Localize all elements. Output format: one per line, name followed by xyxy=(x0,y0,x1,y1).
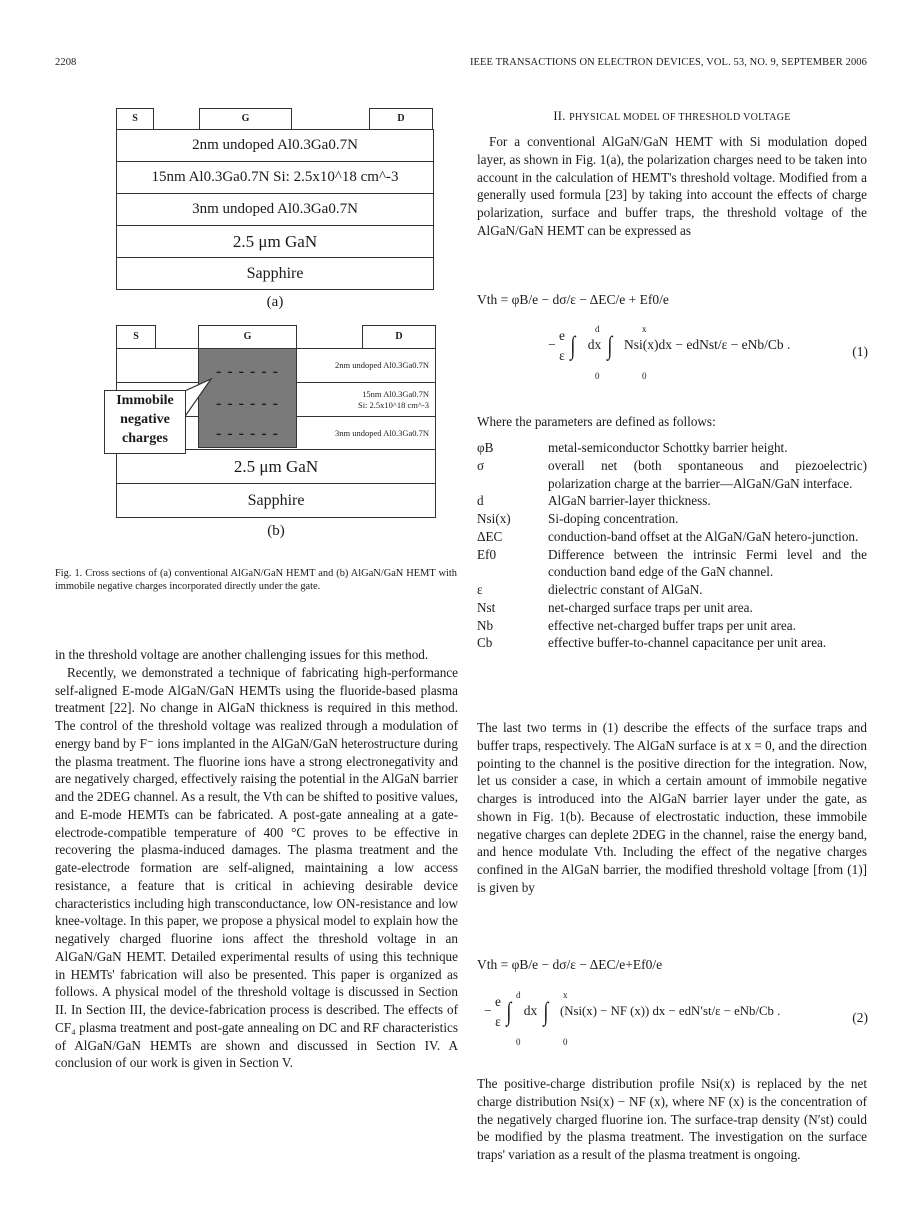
denominator: ε xyxy=(495,1014,501,1029)
upper-limit: x xyxy=(563,990,568,1000)
description: conduction-band offset at the AlGaN/GaN hetero-junction. xyxy=(548,528,859,544)
layer-spacer: 3nm undoped Al0.3Ga0.7N xyxy=(116,416,436,450)
lower-limit: 0 xyxy=(642,371,647,381)
figure-caption: Fig. 1. Cross sections of (a) conventional AlGaN/GaN HEMT and (b) AlGaN/GaN HEMT with immobile negative charges incorporated directly under the gate. xyxy=(55,568,457,593)
paragraph: The last two terms in (1) describe the effects of the surface traps and buffer traps, respectively. The AlGaN surface is at x = 0, and the direction pointing to the channel is the positive direction for the integration. Now, let us consider a case, in which a certain amount of immobile negative charges is introduced into the AlGaN barrier layer under the gate, as shown in Fig. 1(b). Because of electrostatic induction, these immobile negative charges can deplete 2DEG in the channel, raise the energy band, and hence modulate Vth. Including the effect of the negative charges confined in the AlGaN barrier, the modified threshold voltage [from (1)] is given by xyxy=(477,720,867,895)
numerator: e xyxy=(559,328,565,343)
denominator: ε xyxy=(559,348,565,363)
equation-2-line1: Vth = φB/e − dσ/ε − ΔEC/e+Ef0/e xyxy=(477,957,663,972)
description: Difference between the intrinsic Fermi level and the conduction band edge of the GaN channel. xyxy=(548,546,867,580)
integral-sign: ∫ xyxy=(570,331,576,360)
layer-doped: 15nm Al0.3Ga0.7N Si: 2.5x10^18 cm^-3 xyxy=(116,161,434,194)
definition-item xyxy=(477,457,867,493)
symbol: ε xyxy=(477,582,483,597)
lower-limit: 0 xyxy=(516,1037,521,1047)
paragraph: For a conventional AlGaN/GaN HEMT with Si modulation doped layer, as shown in Fig. 1(a), the polarization charges need to be taken into account in the calculation of HEMT's threshold voltage. Modified from a generally used formula [23] by taking into account the effects of charge polarization, surface and buffer traps, the threshold voltage of the AlGaN/GaN HEMT can be expressed as xyxy=(477,134,867,238)
layer-gan: 2.5 μm GaN xyxy=(116,449,436,484)
equation-1-line1: Vth = φB/e − dσ/ε − ΔEC/e + Ef0/e xyxy=(477,292,669,307)
symbol: σ xyxy=(477,457,485,473)
drain-electrode: D xyxy=(369,108,433,130)
definition-item xyxy=(477,546,867,582)
figure-1b xyxy=(116,325,436,555)
upper-limit: x xyxy=(642,324,647,334)
integral-sign: ∫ xyxy=(506,997,512,1026)
integral-sign: ∫ xyxy=(543,997,549,1026)
eq-minus: − xyxy=(548,337,556,353)
symbol: Ef0 xyxy=(477,546,497,562)
layer-sapphire: Sapphire xyxy=(116,483,436,518)
definition-item xyxy=(477,510,867,528)
left-column xyxy=(55,646,458,1072)
callout-line: Immobile xyxy=(116,393,174,408)
description: effective buffer-to-channel capacitance per unit area. xyxy=(548,635,827,651)
description: overall net (both spontaneous and piezoelectric) polarization charge at the barrier—AlGaN/GaN interface. xyxy=(548,457,867,491)
definitions-intro: Where the parameters are defined as follows: xyxy=(477,414,716,429)
layer-cap: 2nm undoped Al0.3Ga0.7N xyxy=(116,348,436,383)
symbol: Nst xyxy=(477,599,496,615)
description: Si-doping concentration. xyxy=(548,511,679,526)
definition-item xyxy=(477,528,867,546)
gate-electrode: G xyxy=(198,325,297,349)
section-title: PHYSICAL MODEL OF THRESHOLD VOLTAGE xyxy=(569,112,791,123)
eq-dx: dx xyxy=(523,1003,538,1019)
layer-doped-concentration: Si: 2.5x10^18 cm^-3 xyxy=(357,400,429,410)
symbol: ΔEC xyxy=(477,528,503,544)
source-electrode: S xyxy=(116,325,156,349)
equation-number: (1) xyxy=(852,344,868,359)
callout-line: charges xyxy=(122,431,168,446)
layer-cap: 2nm undoped Al0.3Ga0.7N xyxy=(116,129,434,162)
description: metal-semiconductor Schottky barrier height. xyxy=(548,440,788,455)
description: net-charged surface traps per unit area. xyxy=(548,599,753,615)
layer-doped-label: 15nm Al0.3Ga0.7N xyxy=(362,389,429,399)
equation-1-line2 xyxy=(548,326,868,382)
page-number: 2208 xyxy=(55,57,77,68)
definition-item xyxy=(477,599,867,617)
description: dielectric constant of AlGaN. xyxy=(548,582,703,597)
fraction xyxy=(495,992,501,1032)
eq-body: Nsi(x)dx − edNst/ε − eNb/Cb . xyxy=(624,337,791,353)
numerator: e xyxy=(495,994,501,1009)
paragraph: The positive-charge distribution profile Nsi(x) is replaced by the net charge distribution Nsi(x) − NF (x), where NF (x) is the concentration of the negatively charged fluorine ion. The surface-trap density (N′st) could be modified by the plasma treatment. The investigation on the surface traps' variation as a result of the plasma treatment is ongoing. xyxy=(477,1076,867,1162)
charges-row: - - - - - - xyxy=(216,425,279,442)
callout-line: negative xyxy=(120,412,170,427)
figure-1a-label: (a) xyxy=(266,294,284,310)
layer-spacer: 3nm undoped Al0.3Ga0.7N xyxy=(116,193,434,226)
paragraph: in the threshold voltage are another challenging issues for this method. xyxy=(55,647,429,662)
definition-item xyxy=(477,617,867,635)
eq-dx: dx xyxy=(587,337,602,353)
running-header: IEEE TRANSACTIONS ON ELECTRON DEVICES, VOL. 53, NO. 9, SEPTEMBER 2006 xyxy=(469,57,867,68)
source-electrode: S xyxy=(116,108,154,130)
paragraph: Recently, we demonstrated a technique of fabricating high-performance self-aligned E-mode AlGaN/GaN HEMTs using the fluoride-based plasma treatment [22]. No change in AlGaN thickness is required in this method. The control of the threshold voltage was realized through a modulation of energy band by F⁻ ions implanted in the AlGaN/GaN heterostructure during the plasma treatment. The fluorine ions have a strong electronegativity and are negatively charged, effectively raising the potential in the AlGaN barrier and the 2DEG channel. As a result, the Vth can be shifted to positive values, and E-mode HEMTs can be fabricated. A post-gate annealing at a gate-electrode-compatible temperature of 400 °C proves to be effective in recovering the plasma-induced damages. The plasma treatment and the gate-electrode formation are self-aligned, maintaining a low access resistance, a feature that is critical in achieving desirable device characteristics including high transconductance, low ON-resistance and low knee-voltage. In this paper, we propose a physical model to explain how the negatively charged fluorine ions affect the threshold voltage in an AlGaN/GaN HEMT. Detailed experimental results of using this technique in HEMTs' fabrication will also be presented. This paper is organized as follows. A physical model of the threshold voltage is discussed in Section II. In Section III, the device-fabrication process is described. The effects of CF₄ plasma treatment and post-gate annealing on DC and RF characteristics of AlGaN/GaN HEMTs are shown and discussed in Section IV. A conclusion of our work is given in Section V. xyxy=(55,664,458,1071)
description: effective net-charged buffer traps per unit area. xyxy=(548,617,796,633)
definition-item xyxy=(477,581,867,599)
gate-electrode: G xyxy=(199,108,292,130)
upper-limit: d xyxy=(595,324,600,334)
section-number: II. xyxy=(553,109,566,123)
layer-sapphire: Sapphire xyxy=(116,257,434,290)
definition-item xyxy=(477,439,867,457)
equation-2-line2 xyxy=(484,992,868,1048)
fraction xyxy=(559,326,565,366)
charges-row: - - - - - - xyxy=(216,395,279,412)
eq-body: (Nsi(x) − NF (x)) dx − edN′st/ε − eNb/Cb . xyxy=(560,1004,781,1019)
symbol: Cb xyxy=(477,635,493,651)
symbol: Nsi(x) xyxy=(477,511,511,526)
symbol: Nb xyxy=(477,617,494,633)
figure-1b-label: (b) xyxy=(267,523,285,539)
layer-gan: 2.5 μm GaN xyxy=(116,225,434,258)
section-heading xyxy=(477,109,867,124)
description: AlGaN barrier-layer thickness. xyxy=(548,493,711,509)
lower-limit: 0 xyxy=(595,371,600,381)
eq-minus: − xyxy=(484,1003,492,1019)
equation-number: (2) xyxy=(852,1010,868,1025)
integral-sign: ∫ xyxy=(607,331,613,360)
drain-electrode: D xyxy=(362,325,436,349)
definitions-list xyxy=(477,439,867,652)
symbol: d xyxy=(477,493,484,509)
definition-item xyxy=(477,492,867,510)
lower-limit: 0 xyxy=(563,1037,568,1047)
upper-limit: d xyxy=(516,990,521,1000)
callout-box xyxy=(104,390,186,454)
symbol: φB xyxy=(477,440,494,455)
charges-row: - - - - - - xyxy=(216,363,279,380)
definition-item xyxy=(477,634,867,652)
